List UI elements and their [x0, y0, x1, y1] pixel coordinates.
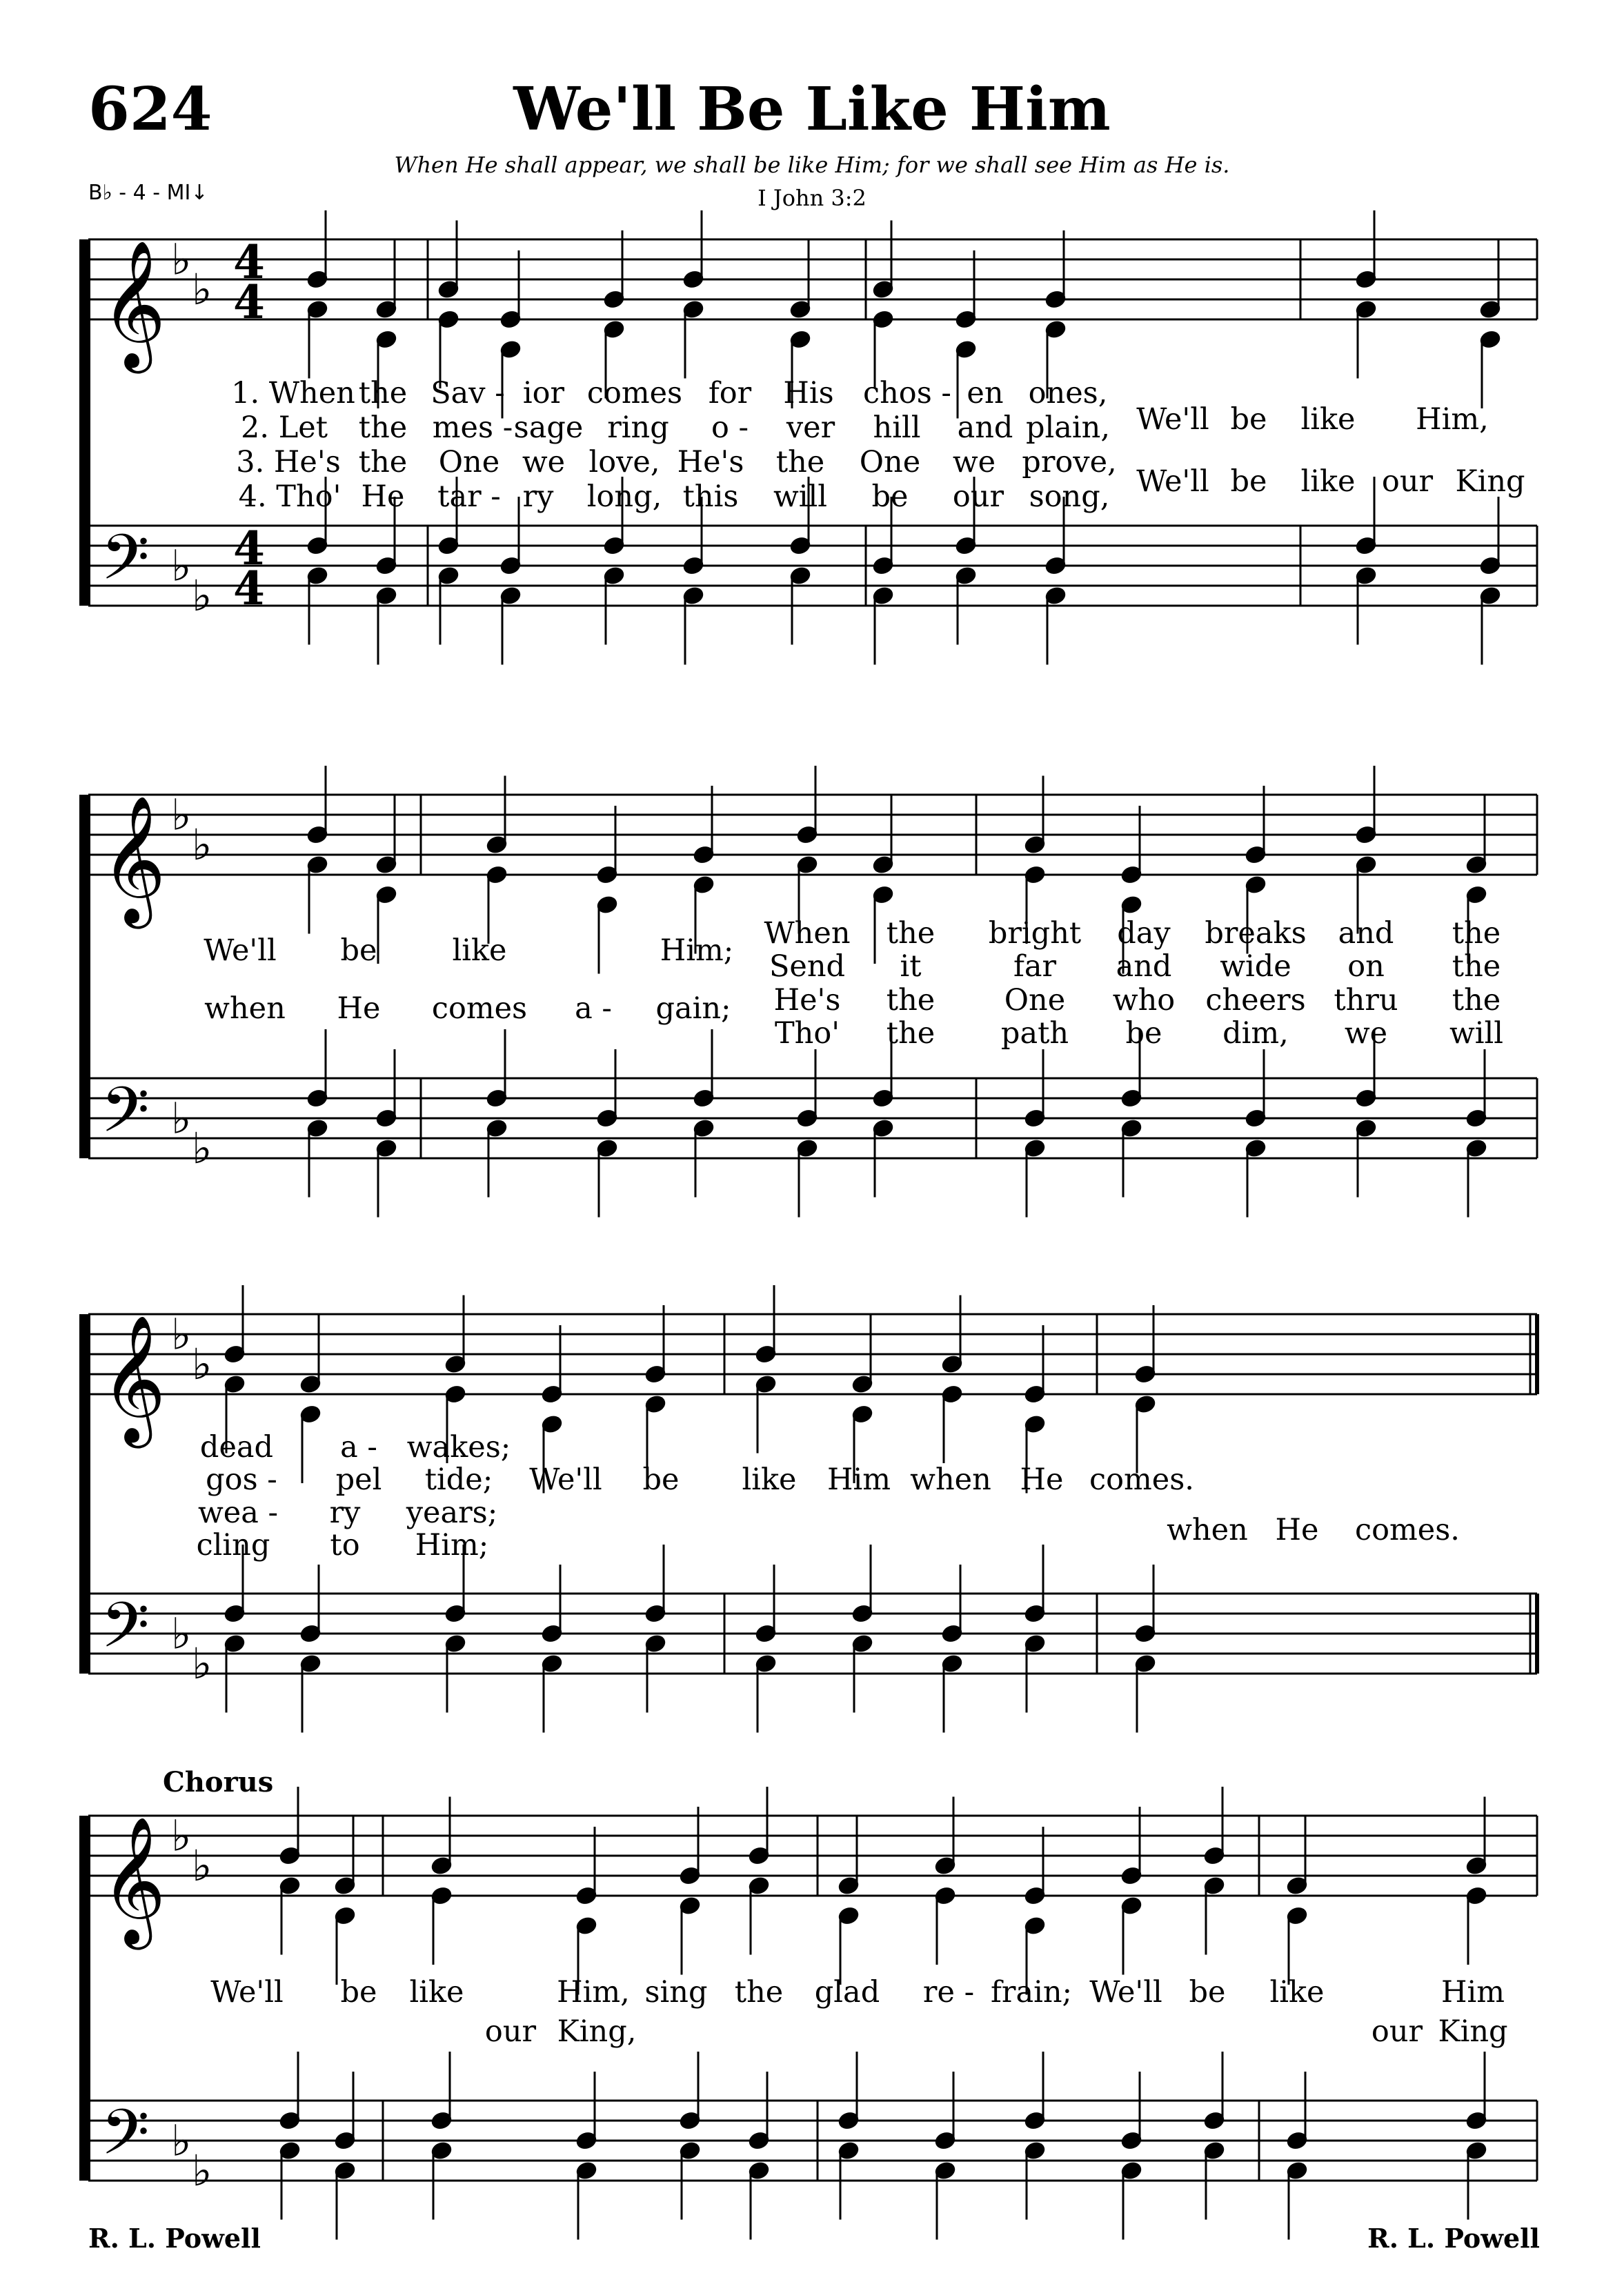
- lyric-word: years;: [406, 1496, 498, 1530]
- flat-sign: ♭: [171, 2115, 192, 2166]
- lyric-word: Send: [769, 949, 846, 984]
- lyric-word: King: [1438, 2014, 1508, 2049]
- lyric-word: will: [773, 479, 828, 514]
- lyric-word: Sav -: [430, 376, 505, 410]
- lyric-word: We'll: [204, 933, 277, 968]
- lyric-word: we: [952, 445, 996, 479]
- lyric-word: be: [871, 479, 909, 514]
- lyric-word: be: [1189, 1975, 1226, 2010]
- lyric-word: the: [358, 376, 408, 410]
- lyric-word: far: [1013, 949, 1057, 984]
- lyric-word: we: [522, 445, 566, 479]
- lyric-word: He: [361, 479, 405, 514]
- lyric-word: like: [409, 1975, 464, 2010]
- lyric-word: comes.: [1355, 1513, 1460, 1547]
- lyric-word: We'll: [1089, 1975, 1162, 2010]
- lyric-word: When: [764, 916, 851, 951]
- lyric-word: comes: [431, 991, 528, 1026]
- flat-sign: ♭: [192, 264, 212, 315]
- lyric-word: day: [1117, 916, 1171, 951]
- lyric-word: ry: [329, 1496, 361, 1530]
- lyric-word: when: [204, 991, 286, 1026]
- bass-clef: 𝄢: [101, 521, 150, 609]
- lyric-word: Him,: [557, 1975, 630, 2010]
- flat-sign: ♭: [171, 1810, 192, 1861]
- lyric-word: be: [1125, 1016, 1162, 1051]
- lyric-word: We'll: [1136, 402, 1209, 437]
- lyric-word: sing: [644, 1975, 708, 2010]
- lyric-word: One: [438, 445, 500, 479]
- lyric-word: tide;: [424, 1462, 493, 1497]
- lyric-word: long,: [586, 479, 662, 514]
- lyric-word: the: [775, 445, 825, 479]
- lyric-word: cling: [196, 1528, 270, 1563]
- lyric-word: who: [1112, 983, 1176, 1018]
- lyric-word: ior: [522, 376, 565, 410]
- lyric-word: Him;: [415, 1528, 489, 1563]
- flat-sign: ♭: [192, 820, 212, 871]
- lyric-word: He's: [773, 983, 841, 1018]
- lyric-word: and: [1116, 949, 1172, 984]
- lyric-word: love,: [588, 445, 660, 479]
- lyric-word: tar -: [437, 479, 501, 514]
- lyric-word: our: [1371, 2014, 1423, 2049]
- lyric-word: to: [330, 1528, 360, 1563]
- lyric-word: 3. He's: [236, 445, 341, 479]
- lyric-word: our: [952, 479, 1004, 514]
- lyric-word: be: [1230, 402, 1267, 437]
- lyric-word: bright: [988, 916, 1082, 951]
- lyric-word: plain,: [1025, 410, 1111, 445]
- time-signature: 4: [233, 235, 265, 289]
- time-signature: 4: [233, 562, 265, 615]
- lyric-word: gos -: [206, 1462, 277, 1497]
- lyric-word: pel: [335, 1462, 382, 1497]
- lyric-word: cheers: [1205, 983, 1306, 1018]
- lyric-word: a -: [575, 991, 612, 1026]
- lyric-word: like: [452, 933, 507, 968]
- lyric-word: like: [1300, 402, 1356, 437]
- lyric-word: chos -: [863, 376, 951, 410]
- lyric-word: gain;: [655, 991, 731, 1026]
- lyric-word: wide: [1220, 949, 1291, 984]
- flat-sign: ♭: [192, 2145, 212, 2196]
- lyric-word: when: [1167, 1513, 1248, 1547]
- lyric-word: 1. When: [231, 376, 355, 410]
- lyric-word: a -: [340, 1430, 377, 1465]
- lyric-word: o -: [711, 410, 749, 445]
- bass-clef: 𝄢: [101, 1589, 150, 1677]
- lyric-word: be: [340, 1975, 377, 2010]
- lyric-word: the: [886, 983, 935, 1018]
- lyric-word: and: [1338, 916, 1394, 951]
- lyric-word: His: [783, 376, 834, 410]
- lyric-word: the: [358, 410, 408, 445]
- lyric-word: glad: [814, 1975, 880, 2010]
- flat-sign: ♭: [171, 234, 192, 285]
- flat-sign: ♭: [171, 1093, 192, 1144]
- lyric-word: we: [1344, 1016, 1388, 1051]
- lyric-word: it: [900, 949, 922, 984]
- treble-clef: 𝄞: [101, 1313, 166, 1442]
- lyric-word: thru: [1334, 983, 1398, 1018]
- treble-clef: 𝄞: [101, 239, 166, 368]
- lyric-word: prove,: [1022, 445, 1117, 479]
- lyric-word: when: [910, 1462, 991, 1497]
- lyric-word: ver: [786, 410, 835, 445]
- lyric-word: wakes;: [406, 1430, 511, 1465]
- lyric-word: ring: [607, 410, 669, 445]
- lyric-word: Tho': [774, 1016, 840, 1051]
- lyric-word: We'll: [529, 1462, 602, 1497]
- lyric-word: re -: [922, 1975, 975, 2010]
- lyric-word: the: [886, 1016, 935, 1051]
- lyric-word: be: [340, 933, 377, 968]
- lyric-word: song,: [1029, 479, 1110, 514]
- lyric-word: the: [734, 1975, 784, 2010]
- lyric-word: will: [1449, 1016, 1504, 1051]
- lyric-word: Him: [826, 1462, 891, 1497]
- lyric-word: ry: [522, 479, 554, 514]
- lyric-word: wea -: [197, 1496, 279, 1530]
- lyric-word: hill: [873, 410, 921, 445]
- scripture-quote: When He shall appear, we shall be like Him; for we shall see Him as He is.: [394, 152, 1230, 178]
- key-info: B♭ - 4 - MI↓: [88, 181, 208, 205]
- lyric-word: comes.: [1089, 1462, 1194, 1497]
- lyric-word: He: [1275, 1513, 1319, 1547]
- bass-clef: 𝄢: [101, 1073, 150, 1162]
- lyric-word: be: [1230, 464, 1267, 499]
- lyric-word: 4. Tho': [238, 479, 341, 514]
- lyric-word: Him,: [1416, 402, 1489, 437]
- lyric-word: path: [1000, 1016, 1069, 1051]
- lyric-word: like: [742, 1462, 797, 1497]
- flat-sign: ♭: [192, 1841, 212, 1892]
- lyric-word: King,: [557, 2014, 637, 2049]
- flat-sign: ♭: [171, 1608, 192, 1659]
- lyric-word: dim,: [1222, 1016, 1289, 1051]
- time-signature: 4: [233, 522, 265, 575]
- lyric-word: comes: [586, 376, 683, 410]
- lyric-word: He's: [677, 445, 744, 479]
- lyric-word: the: [1452, 949, 1501, 984]
- chorus-label: Chorus: [163, 1766, 274, 1798]
- lyric-word: ones,: [1028, 376, 1108, 410]
- lyric-word: We'll: [210, 1975, 284, 2010]
- lyric-word: One: [859, 445, 921, 479]
- credit-music: R. L. Powell: [1367, 2223, 1540, 2254]
- lyric-word: for: [708, 376, 752, 410]
- lyric-word: He: [1020, 1462, 1064, 1497]
- bass-clef: 𝄢: [101, 2096, 150, 2184]
- lyric-word: One: [1004, 983, 1066, 1018]
- treble-clef: 𝄞: [101, 794, 166, 923]
- hymn-title: We'll Be Like Him: [513, 75, 1111, 144]
- lyric-word: Him;: [660, 933, 734, 968]
- lyric-word: mes -: [432, 410, 513, 445]
- lyric-word: breaks: [1205, 916, 1307, 951]
- credit-words: R. L. Powell: [88, 2223, 261, 2254]
- lyric-word: dead: [199, 1430, 274, 1465]
- lyric-word: sage: [513, 410, 584, 445]
- lyric-word: en: [967, 376, 1004, 410]
- lyric-word: our: [484, 2014, 537, 2049]
- treble-clef: 𝄞: [101, 1815, 166, 1944]
- lyric-word: the: [358, 445, 408, 479]
- lyric-word: like: [1300, 464, 1356, 499]
- time-signature: 4: [233, 275, 265, 329]
- lyric-word: the: [1452, 983, 1501, 1018]
- flat-sign: ♭: [192, 1638, 212, 1689]
- lyric-word: 2. Let: [241, 410, 328, 445]
- lyric-word: like: [1269, 1975, 1325, 2010]
- lyric-word: the: [1452, 916, 1501, 951]
- flat-sign: ♭: [171, 1309, 192, 1360]
- flat-sign: ♭: [192, 1339, 212, 1390]
- flat-sign: ♭: [171, 789, 192, 840]
- lyric-word: King: [1455, 464, 1525, 499]
- hymn-number: 624: [88, 75, 212, 144]
- lyric-word: We'll: [1136, 464, 1209, 499]
- lyric-word: Him: [1440, 1975, 1505, 2010]
- flat-sign: ♭: [192, 1123, 212, 1174]
- lyric-word: the: [886, 916, 935, 951]
- lyric-word: and: [957, 410, 1013, 445]
- flat-sign: ♭: [171, 540, 192, 591]
- lyric-word: frain;: [990, 1975, 1073, 2010]
- lyric-word: He: [337, 991, 381, 1026]
- lyric-word: be: [642, 1462, 680, 1497]
- scripture-reference: I John 3:2: [757, 185, 867, 211]
- flat-sign: ♭: [192, 571, 212, 622]
- lyric-word: this: [682, 479, 739, 514]
- lyric-word: on: [1347, 949, 1385, 984]
- lyric-word: our: [1381, 464, 1434, 499]
